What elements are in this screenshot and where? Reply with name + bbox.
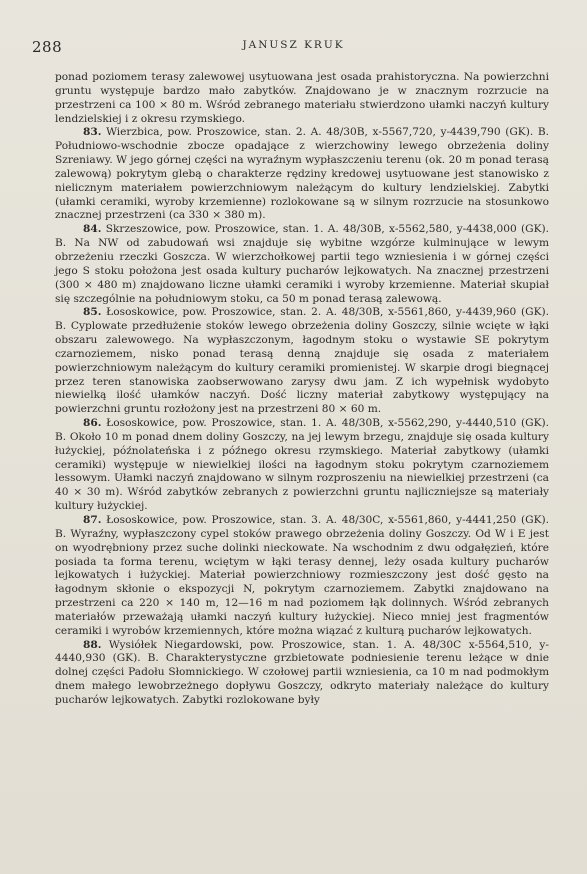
paragraph-continuation (55, 71, 549, 126)
entry-number: 88. (83, 638, 102, 651)
entry-number: 86. (83, 417, 102, 430)
entry-number: 85. (83, 306, 102, 319)
site-entry-88 (55, 639, 549, 708)
paragraph-text: Łososkowice, pow. Proszowice, stan. 2. A. 48/30B, x-5561,860, y-4439,960 (GK). B. Cyplowate przedłużenie stoków lewego obrzeżenia doliny Goszczy, silnie wcięte w łąki obszaru zalewowego. Na wypłaszczonym, łagodnym stoku o wystawie SE pokrytym czarnoziemem, nisko ponad terasą denną znajduje się osada z materiałem powierzchniowym należącym do kultury ceramiki promienistej. W skarpie drogi biegnącej przez teren stanowiska zaobserwowano zarysy dwu jam. Z ich wypełnisk wydobyto niewielką ilość ułamków naczyń. Dość liczny materiał zabytkowy występujący na powierzchni gruntu rozłożony jest na przestrzeni 80 × 60 m. (55, 306, 549, 416)
page-body (55, 71, 549, 708)
paragraph-text: ponad poziomem terasy zalewowej usytuowana jest osada prahistoryczna. Na powierzchni gruntu występuje bardzo mało zabytków. Znajdowano je w znacznym rozrzucie na przestrzeni ca 100 × 80 m. Wśród zebranego materiału stwierdzono ułamki naczyń kultury lendzielskiej i z okresu rzymskiego. (55, 71, 549, 125)
entry-number: 84. (83, 223, 102, 236)
site-entry-84 (55, 223, 549, 306)
paragraph-text: Łososkowice, pow. Proszowice, stan. 1. A. 48/30B, x-5562,290, y-4440,510 (GK). B. Około 10 m ponad dnem doliny Goszczy, na jej lewym brzegu, znajduje się osada kultury łużyckiej, późnolateńska i z późnego okresu rzymskiego. Materiał zabytkowy (ułamki ceramiki) występuje w niewielkiej ilości na łagodnym stoku pokrytym czarnoziemem lessowym. Ułamki naczyń znajdowano w silnym rozproszeniu na niewielkiej przestrzeni (ca 40 × 30 m). Wśród zabytków zebranych z powierzchni gruntu najliczniejsze są materiały kultury łużyckiej. (55, 417, 549, 513)
site-entry-87 (55, 514, 549, 639)
page-header (32, 34, 555, 54)
paragraph-text: Wysiółek Niegardowski, pow. Proszowice, stan. 1. A. 48/30C x-5564,510, y-4440,930 (GK). B. Charakterystyczne grzbietowate podniesienie terenu leżące w dnie dolnej części Padołu Słomnickiego. W czołowej partii wzniesienia, ca 10 m nad podmokłym dnem małego lewobrzeżnego dopływu Goszczy, odkryto materiały należące do kultury pucharów lejkowatych. Zabytki rozlokowane były (55, 638, 549, 706)
page-number: 288 (32, 38, 63, 56)
site-entry-85 (55, 306, 549, 417)
entry-number: 83. (83, 126, 102, 139)
site-entry-86 (55, 417, 549, 514)
entry-number: 87. (83, 514, 102, 526)
paragraph-text: Łososkowice, pow. Proszowice, stan. 3. A. 48/30C, x-5561,860, y-4441,250 (GK). B. Wyraźny, wypłaszczony cypel stoków prawego obrzeżenia doliny Goszczy. Od W i E jest on wyodrębniony przez suche dolinki nieckowate. Na wschodnim z dwu odgałęzień, które posiada ta forma terenu, wciętym w łąki terasy dennej, leży osada kultury pucharów lejkowatych i łużyckiej. Materiał powierzchniowy rozmieszczony jest dość gęsto na łagodnym skłonie o ekspozycji N, pokrytym czarnoziemem. Zabytki znajdowano na przestrzeni ca 220 × 140 m, 12—16 m nad poziomem łąk dolinnych. Wśród zebranych materiałów przeważają ułamki naczyń kultury łużyckiej. Nieco mniej jest fragmentów ceramiki i wyrobów krzemiennych, które można wiązać z kulturą pucharów lejkowatych. (55, 514, 549, 637)
paragraph-text: Skrzeszowice, pow. Proszowice, stan. 1. A. 48/30B, x-5562,580, y-4438,000 (GK). B. Na NW od zabudowań wsi znajduje się wybitne wzgórze kulminujące w lewym obrzeżeniu rzeczki Goszcza. W wierzchołkowej partii tego wzniesienia i w górnej części jego S stoku położona jest osada kultury pucharów lejkowatych. Na znacznej przestrzeni (300 × 480 m) znajdowano liczne ułamki ceramiki i wyroby krzemienne. Materiał skupiał się szczególnie na południowym stoku, ca 50 m ponad terasą zalewową. (55, 223, 549, 305)
running-head: JANUSZ KRUK (242, 39, 345, 51)
site-entry-83 (55, 126, 549, 223)
paragraph-text: Wierzbica, pow. Proszowice, stan. 2. A. 48/30B, x-5567,720, y-4439,790 (GK). B. Południowo-wschodnie zbocze opadające z wierzchowiny lewego obrzeżenia doliny Szreniawy. W jego górnej części na wyraźnym wypłaszczeniu terenu (ok. 20 m ponad terasą zalewową) pokrytym glebą o charakterze rędziny kredowej usytuowane jest stanowisko z nielicznym materiałem powierzchniowym należącym do kultury lendzielskiej. Zabytki (ułamki ceramiki, wyroby krzemienne) rozlokowane są w silnym rozrzucie na stosunkowo znacznej przestrzeni (ca 330 × 380 m). (55, 126, 549, 222)
